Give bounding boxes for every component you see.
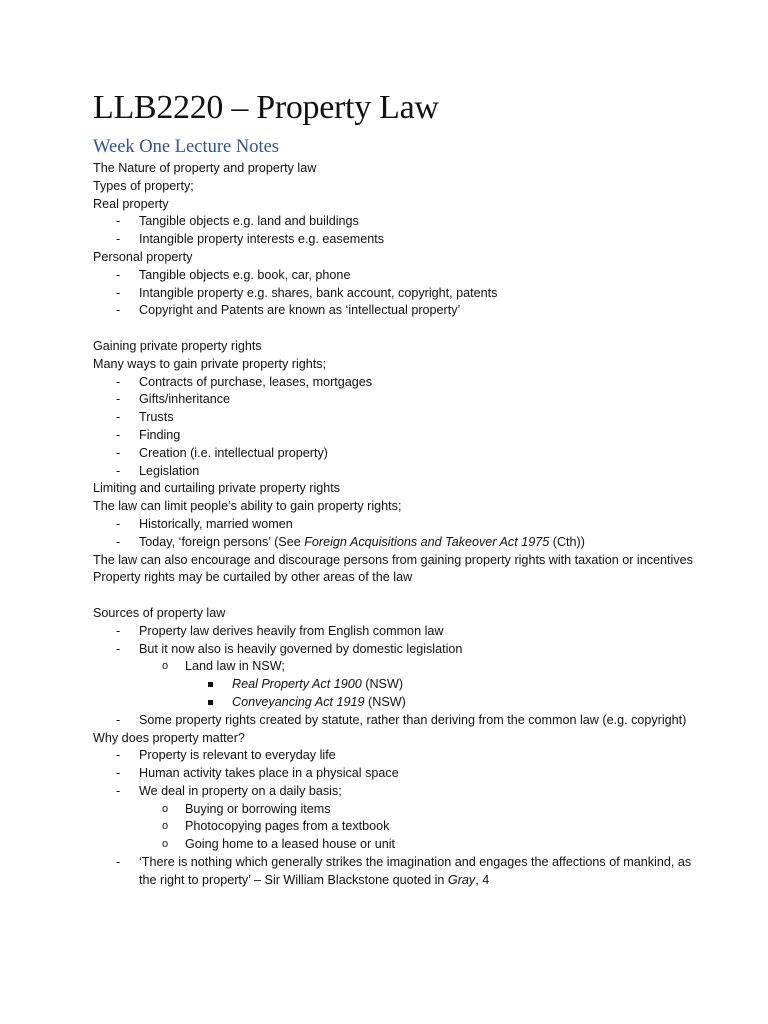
circle-marker: o: [162, 660, 169, 673]
document-page: [93, 88, 693, 890]
list-item: o Buying or borrowing items: [139, 801, 693, 819]
dash-marker: -: [116, 285, 121, 300]
personal-property-heading: Personal property: [93, 249, 193, 264]
dash-marker: -: [116, 392, 121, 407]
dash-marker: -: [116, 766, 121, 781]
list-item: o Photocopying pages from a textbook: [139, 818, 693, 836]
list-item: - Some property rights created by statute, rather than deriving from the common law (e.g. copyright): [93, 712, 693, 730]
document-title: LLB2220 – Property Law: [93, 89, 439, 126]
spacer: [93, 587, 693, 605]
personal-property-list: [93, 267, 693, 320]
sub-sub-list: [139, 676, 693, 712]
list-item: - But it now also is heavily governed by domestic legislation o Land law in NSW; Real Property Act 1900 (NSW) Conveyancing Act 1919 (NSW): [93, 641, 693, 712]
list-item: - Gifts/inheritance: [93, 391, 693, 409]
list-item: - Legislation: [93, 463, 693, 481]
list-item: - Copyright and Patents are known as ‘intellectual property’: [93, 302, 693, 320]
limiting-heading: Limiting and curtailing private property rights: [93, 481, 341, 496]
list-item: - Intangible property e.g. shares, bank account, copyright, patents: [93, 285, 693, 303]
list-item: - Property law derives heavily from English common law: [93, 623, 693, 641]
dash-marker: -: [116, 783, 121, 798]
list-item: - Trusts: [93, 409, 693, 427]
gaining-heading: Gaining private property rights: [93, 338, 262, 353]
dash-marker: -: [116, 748, 121, 763]
dash-marker: -: [116, 410, 121, 425]
dash-marker: -: [116, 374, 121, 389]
dash-marker: -: [116, 427, 121, 442]
list-item: - Historically, married women: [93, 516, 693, 534]
gaining-intro: Many ways to gain private property rights;: [93, 356, 327, 371]
list-item: - We deal in property on a daily basis; o Buying or borrowing items o Photocopying pages from a textbook o Going home to a leased house or unit: [93, 783, 693, 854]
circle-marker: o: [162, 820, 169, 833]
list-item: - Intangible property interests e.g. easements: [93, 231, 693, 249]
encourage-line: The law can also encourage and discourage persons from gaining property rights with taxation or incentives: [93, 552, 693, 567]
sub-list: [139, 658, 693, 676]
list-item: Real Property Act 1900 (NSW): [139, 676, 693, 694]
dash-marker: -: [116, 516, 121, 531]
list-item: - Tangible objects e.g. land and buildings: [93, 213, 693, 231]
dash-marker: -: [116, 641, 121, 656]
nature-heading: The Nature of property and property law: [93, 161, 317, 175]
dash-marker: -: [116, 463, 121, 478]
dash-marker: -: [116, 855, 121, 870]
list-item: - Today, ‘foreign persons’ (See Foreign Acquisitions and Takeover Act 1975 (Cth)): [93, 534, 693, 552]
dash-marker: -: [116, 534, 121, 549]
list-item: - Creation (i.e. intellectual property): [93, 445, 693, 463]
limiting-intro: The law can limit people’s ability to gain property rights;: [93, 499, 402, 514]
real-property-list: [93, 213, 693, 249]
list-item: - Contracts of purchase, leases, mortgages: [93, 374, 693, 392]
types-heading: Types of property;: [93, 178, 194, 193]
list-item: - Property is relevant to everyday life: [93, 747, 693, 765]
dash-marker: -: [116, 445, 121, 460]
list-item: - ‘There is nothing which generally strikes the imagination and engages the affections of mankind, as the right to property’ – Sir William Blackstone quoted in Gray, 4: [116, 855, 692, 887]
why-list: [93, 747, 693, 889]
gaining-list: [93, 374, 693, 481]
list-item: o Land law in NSW;: [139, 658, 693, 676]
document-subtitle: Week One Lecture Notes: [93, 137, 279, 157]
sources-list: [93, 623, 693, 730]
limiting-list: [93, 516, 693, 552]
list-item: - Finding: [93, 427, 693, 445]
dash-marker: -: [116, 232, 121, 247]
act-citation: Foreign Acquisitions and Takeover Act 1975: [304, 534, 550, 549]
square-bullet-icon: [208, 700, 213, 705]
why-heading: Why does property matter?: [93, 730, 245, 745]
circle-marker: o: [162, 838, 169, 851]
list-item: - Tangible objects e.g. book, car, phone: [93, 267, 693, 285]
sources-heading: Sources of property law: [93, 605, 226, 620]
list-item: o Going home to a leased house or unit: [139, 836, 693, 854]
dash-marker: -: [116, 712, 121, 727]
dash-marker: -: [116, 303, 121, 318]
sub-list: [139, 801, 693, 854]
curtailed-line: Property rights may be curtailed by other areas of the law: [93, 570, 413, 585]
dash-marker: -: [116, 267, 121, 282]
dash-marker: -: [116, 623, 121, 638]
act-citation: Conveyancing Act 1919: [232, 694, 365, 709]
act-citation: Real Property Act 1900: [232, 677, 362, 692]
spacer: [93, 320, 693, 338]
list-item: Conveyancing Act 1919 (NSW): [139, 694, 693, 712]
list-item: - Human activity takes place in a physical space: [93, 765, 693, 783]
book-citation: Gray: [447, 872, 476, 887]
circle-marker: o: [162, 802, 169, 815]
dash-marker: -: [116, 214, 121, 229]
square-bullet-icon: [208, 682, 213, 687]
real-property-heading: Real property: [93, 196, 169, 211]
